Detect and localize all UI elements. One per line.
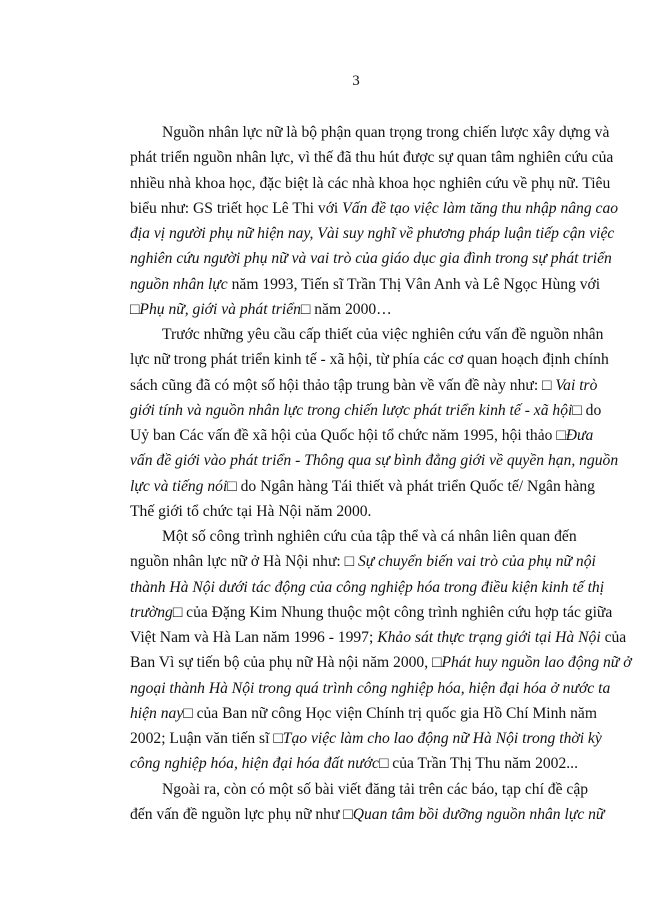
italic-text: trường [130, 603, 173, 621]
text: Uỷ ban Các vấn đề xã hội của Quốc hội tổ chức năm 1995, hội thảo □ [130, 427, 566, 444]
text: □ của Đặng Kim Nhung thuộc một công trình nghiên cứu hợp tác giữa [172, 603, 613, 621]
text-line [130, 221, 615, 246]
document-body [130, 120, 632, 827]
text: Nguồn nhân lực nữ là bộ phận quan trọng trong chiến lược xây dựng và [162, 124, 610, 141]
italic-text: vấn đề giới vào phát triển - Thông qua sự bình đẳng giới về quyền hạn, nguồn [130, 452, 619, 470]
text: □ của Trần Thị Thu năm 2002... [378, 755, 578, 773]
text: □ của Ban nữ công Học viện Chính trị quốc gia Hồ Chí Minh năm [183, 704, 597, 722]
italic-text: ngoại thành Hà Nội trong quá trình công nghiệp hóa, hiện đại hóa ở nước ta [130, 679, 611, 697]
text: sách cũng đã có một số hội thảo tập trung bàn về vấn đề này như: □ [130, 376, 556, 394]
text-line [130, 120, 610, 145]
italic-text: hiện nay [130, 704, 184, 722]
paragraph [130, 524, 632, 777]
text: Thế giới tổ chức tại Hà Nội năm 2000. [130, 502, 372, 520]
italic-text: Phụ nữ, giới và phát triển [139, 300, 301, 318]
text-line [130, 398, 602, 423]
italic-text: Vấn đề tạo việc làm tăng thu nhập nâng cao [342, 199, 619, 217]
text: Việt Nam và Hà Lan năm 1996 - 1997; [130, 629, 378, 646]
italic-text: Đưa [565, 427, 594, 444]
italic-text: địa vị người phụ nữ hiện nay, Vài suy nghĩ về phương pháp luận tiếp cận việc [130, 225, 615, 242]
text: 2002; Luận văn tiến sĩ □ [130, 730, 283, 747]
italic-text: giới tính và nguồn nhân lực trong chiến lược phát triển kinh tế - xã hội [130, 401, 573, 419]
text-line [130, 297, 566, 322]
text-line [130, 650, 632, 675]
paragraph [130, 322, 619, 524]
text-line [130, 474, 595, 499]
text: Ngoài ra, còn có một số bài viết đăng tải trên các báo, tạp chí đề cập [162, 780, 589, 798]
italic-text: Phát huy nguồn lao động nữ ở [441, 654, 632, 672]
text: phát triển nguồn nhân lực, vì thế đã thu hút được sự quan tâm nghiên cứu của [130, 149, 614, 167]
text-line [130, 196, 619, 221]
italic-text: công nghiệp hóa, hiện đại hóa đất nước [130, 755, 379, 773]
text: biểu như: GS triết học Lê Thi với [130, 199, 343, 217]
text-line [130, 600, 613, 625]
text-line [130, 802, 605, 827]
text-line [130, 524, 577, 549]
italic-text: nghiên cứu người phụ nữ và vai trò của giáo dục gia đình trong sự phát triển [130, 250, 612, 268]
text-line [130, 423, 594, 448]
text: nguồn nhân lực nữ ở Hà Nội như: □ [130, 553, 358, 571]
text-line [130, 625, 627, 650]
text-line [130, 171, 611, 196]
text-line [130, 777, 589, 802]
italic-text: Quan tâm bồi dưỡng nguồn nhân lực nữ [352, 805, 605, 823]
text-line [130, 246, 612, 271]
text-line [130, 373, 598, 398]
italic-text: Khảo sát thực trạng giới tại Hà Nội [377, 629, 601, 646]
text-line [130, 701, 597, 726]
italic-text: Tạo việc làm cho lao động nữ Hà Nội trong thời kỳ [282, 730, 602, 747]
text: □ [130, 300, 140, 318]
italic-text: lực và tiếng nói [130, 477, 228, 495]
paragraph [130, 120, 619, 322]
italic-text: thành Hà Nội dưới tác động của công nghiệp hóa trong điều kiện kinh tế thị [130, 578, 605, 596]
text: nhiều nhà khoa học, đặc biệt là các nhà khoa học nghiên cứu về phụ nữ. Tiêu [130, 174, 611, 192]
text: năm 1993, Tiến sĩ Trần Thị Vân Anh và Lê Ngọc Hùng với [227, 275, 601, 293]
paragraph [130, 777, 605, 828]
text: Trước những yêu cầu cấp thiết của việc nghiên cứu vấn đề nguồn nhân [162, 326, 604, 343]
text-line [130, 726, 602, 751]
text-line [130, 499, 566, 524]
page-number: 3 [352, 73, 360, 89]
text: □ do Ngân hàng Tái thiết và phát triển Quốc tế/ Ngân hàng [227, 477, 595, 495]
text-line [130, 751, 578, 776]
text: của [600, 629, 627, 646]
italic-text: Vai trò [555, 376, 598, 394]
text-line [130, 549, 596, 574]
text: □ do [572, 401, 602, 419]
text-line [130, 272, 601, 297]
text-line [130, 448, 619, 473]
text-line [130, 575, 605, 600]
text: Ban Vì sự tiến bộ của phụ nữ Hà nội năm 2000, □ [130, 654, 442, 672]
text: đến vấn đề nguồn lực phụ nữ như □ [130, 805, 353, 823]
text-line [130, 145, 614, 170]
text-line [130, 676, 611, 701]
text-line [130, 347, 609, 372]
text: □ năm 2000… [300, 300, 392, 318]
text-line [130, 322, 604, 347]
italic-text: nguồn nhân lực [130, 275, 228, 293]
italic-text: Sự chuyển biến vai trò của phụ nữ nội [357, 553, 596, 571]
text: Một số công trình nghiên cứu của tập thể và cá nhân liên quan đến [162, 528, 577, 545]
text: lực nữ trong phát triển kinh tế - xã hội, từ phía các cơ quan hoạch định chính [130, 351, 609, 369]
